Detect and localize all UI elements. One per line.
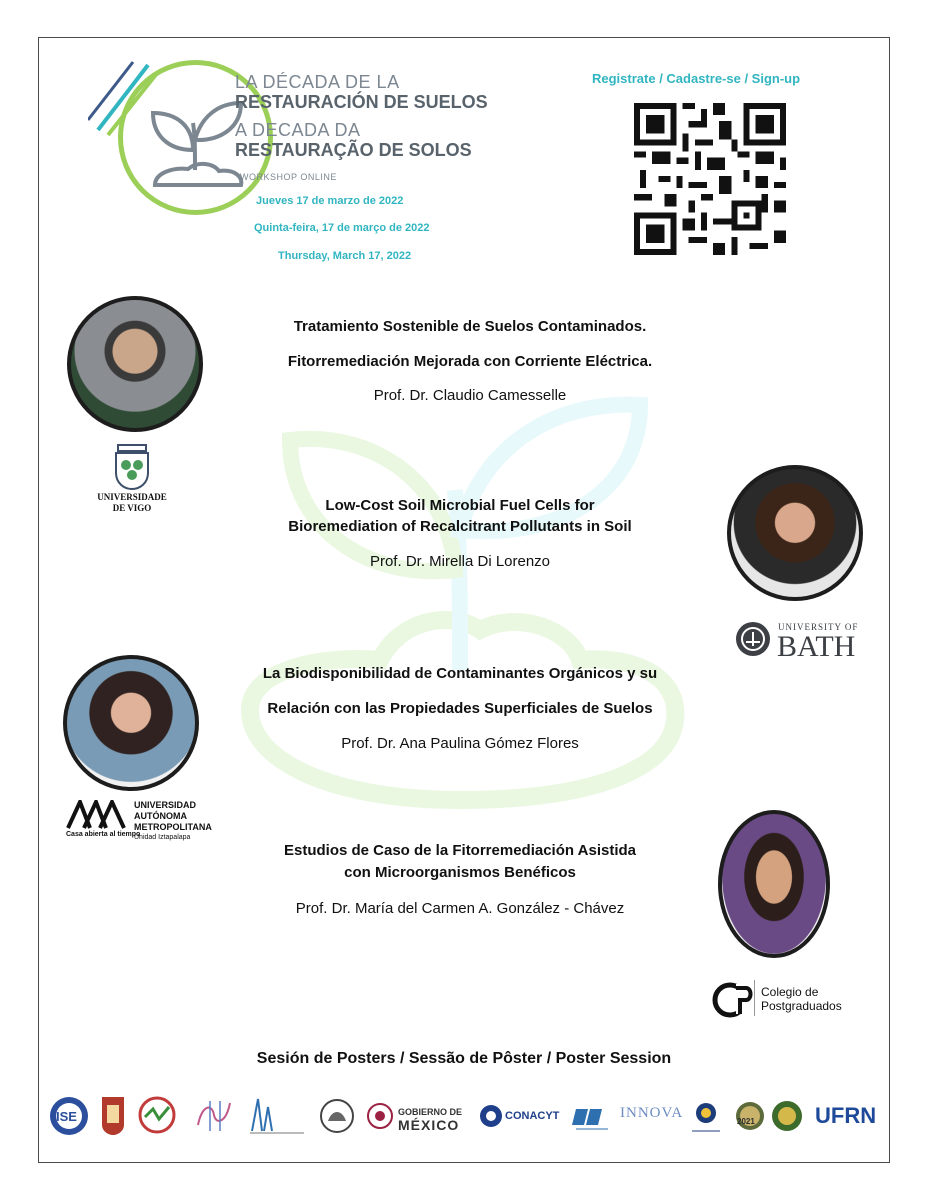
sociedad-electroquimica-logo (246, 1095, 306, 1137)
talk2-title-line1: Low-Cost Soil Microbial Fuel Cells for (325, 497, 595, 514)
uam-motto: Casa abierta al tiempo (66, 831, 141, 838)
logo-stripes (88, 60, 168, 140)
poster-session-heading: Sesión de Posters / Sessão de Pôster / Poster Session (256, 1050, 672, 1067)
uam-logo-icon (66, 800, 128, 830)
gobierno-line2: MÉXICO (398, 1117, 460, 1133)
colpos-logo-icon (712, 980, 756, 1020)
gobierno-seal-icon (365, 1095, 395, 1137)
uam-line3: METROPOLITANA (134, 822, 212, 832)
talk2-title-line2: Bioremediation of Recalcitrant Pollutants in Soil (288, 518, 632, 535)
sponsor-blue-orb-logo (688, 1095, 724, 1137)
conacyt-text: CONACYT (505, 1110, 560, 1122)
ise-text: ISE (56, 1109, 77, 1124)
signup-link[interactable]: Registrate / Cadastre-se / Sign-up (592, 71, 801, 86)
sponsor-red-shield-logo (100, 1095, 126, 1137)
colpos-line2: Postgraduados (761, 999, 842, 1013)
talk4-title-line1: Estudios de Caso de la Fitorremediación Asistida (283, 842, 637, 859)
green-shield-logo (770, 1095, 804, 1137)
workshop-label: WORKSHOP ONLINE (240, 172, 337, 182)
uam-line4: Unidad Iztapalapa (134, 834, 191, 841)
sponsor-seal-logo (318, 1095, 356, 1137)
speaker-photo-dilorenzo (727, 465, 863, 601)
talk1-title-line2: Fitorremediación Mejorada con Corriente Eléctrica. (287, 353, 653, 370)
bath-crest-icon (734, 620, 772, 658)
date-es: Jueves 17 de marzo de 2022 (256, 195, 404, 207)
uam-line2: AUTÓNOMA (134, 811, 187, 821)
bath-line2: BATH (777, 630, 856, 663)
innova-text: INNOVA (620, 1105, 684, 1121)
logo-title-line1: LA DÉCADA DE LA (235, 72, 400, 92)
uam-line1: UNIVERSIDAD (134, 800, 197, 810)
logo-title-line2: RESTAURACIÓN DE SUELOS (235, 92, 488, 112)
cidetec-logo (572, 1095, 612, 1137)
year-badge-text: 2021 (737, 1117, 755, 1126)
ufrn-text: UFRN (815, 1103, 877, 1128)
date-pt: Quinta-feira, 17 de março de 2022 (254, 222, 430, 234)
talk1-speaker: Prof. Dr. Claudio Camesselle (373, 387, 567, 404)
anniversary-badge-logo (734, 1095, 766, 1137)
sponsor-circle-logo (135, 1095, 179, 1137)
talk1-title-line1: Tratamiento Sostenible de Suelos Contaminados. (293, 318, 647, 335)
speaker-photo-gonzalez (718, 810, 830, 958)
institution-vigo-line2: DE VIGO (112, 503, 152, 513)
sponsor-sketch-logo (192, 1095, 236, 1137)
talk3-speaker: Prof. Dr. Ana Paulina Gómez Flores (341, 735, 579, 752)
date-en: Thursday, March 17, 2022 (278, 250, 412, 262)
qr-code[interactable] (634, 103, 786, 255)
talk3-title-line2: Relación con las Propiedades Superficiales de Suelos (267, 700, 653, 717)
institution-vigo-line1: UNIVERSIDADE (97, 492, 167, 502)
colpos-divider (754, 980, 755, 1016)
colpos-line1: Colegio de (761, 985, 819, 999)
university-vigo-logo (112, 443, 152, 491)
gobierno-line1: GOBIERNO DE (398, 1107, 463, 1117)
sprout-watermark (210, 380, 710, 820)
talk4-title-line2: con Microorganismos Benéficos (344, 864, 576, 881)
talk2-speaker: Prof. Dr. Mirella Di Lorenzo (369, 553, 551, 570)
talk4-speaker: Prof. Dr. María del Carmen A. González - Chávez (295, 900, 625, 917)
bath-line1: UNIVERSITY OF (778, 622, 859, 632)
talk3-title-line1: La Biodisponibilidad de Contaminantes Orgánicos y su (262, 665, 658, 682)
logo-title-line3: A DECADA DA (235, 120, 361, 140)
logo-title-line4: RESTAURAÇÃO DE SOLOS (235, 140, 472, 160)
conacyt-icon (478, 1095, 504, 1137)
